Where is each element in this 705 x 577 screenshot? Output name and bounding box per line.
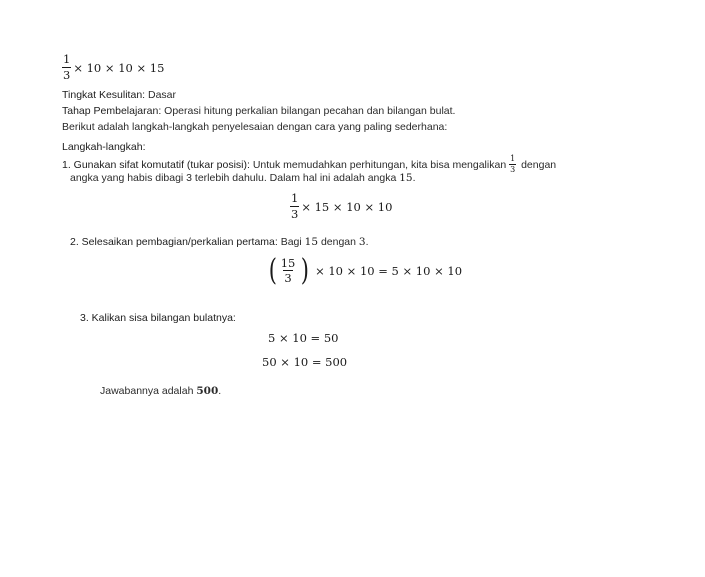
step1-expression-rest: × 15 × 10 × 10 bbox=[301, 199, 393, 214]
step2-number-a: 15 bbox=[304, 236, 319, 248]
step1-expression-fraction: $\frac{1}{3}$ bbox=[291, 191, 299, 221]
step1-inline-fraction: $\frac{1}{3}$ bbox=[510, 154, 516, 174]
answer-value: 500 bbox=[196, 385, 219, 397]
step3-line2: 50 × 10 = 500 bbox=[262, 355, 348, 369]
intro-text: Berikut adalah langkah-langkah penyelesaian dengan cara yang paling sederhana: bbox=[62, 121, 448, 133]
difficulty-value: Dasar bbox=[148, 89, 177, 101]
difficulty-line bbox=[62, 89, 176, 101]
answer-line bbox=[100, 385, 221, 397]
step3-title: 3. Kalikan sisa bilangan bulatnya: bbox=[80, 312, 236, 324]
step3-line1: 5 × 10 = 50 bbox=[268, 331, 339, 345]
step2-line bbox=[70, 236, 369, 248]
step2-expression-fraction: $\frac{15}{3}$ bbox=[280, 255, 296, 285]
step2-text-a: Bagi bbox=[277, 236, 305, 248]
step1-line2-text: angka yang habis dibagi 3 terlebih dahulu. Dalam hal ini adalah angka bbox=[70, 172, 400, 184]
answer-text: Jawabannya adalah bbox=[100, 385, 197, 397]
step2-close-paren: ) bbox=[301, 253, 310, 288]
step1-line2-number: 15 bbox=[399, 172, 413, 184]
steps-heading: Langkah-langkah: bbox=[62, 141, 146, 153]
step2-expression-rest: × 10 × 10 = 5 × 10 × 10 bbox=[315, 264, 463, 278]
header-expression bbox=[62, 54, 164, 81]
step1-text-b: dengan bbox=[518, 158, 557, 171]
stage-label: Tahap Pembelajaran: bbox=[62, 105, 162, 117]
step1-line2-end: . bbox=[412, 172, 416, 184]
stage-line bbox=[62, 105, 455, 117]
step1-title: 1. Gunakan sifat komutatif (tukar posisi): bbox=[62, 158, 250, 171]
step2-title: 2. Selesaikan pembagian/perkalian pertama: bbox=[70, 236, 278, 248]
answer-period: . bbox=[218, 385, 222, 397]
header-fraction: $\frac{1}{3}$ bbox=[63, 52, 71, 82]
step2-text-b: dengan bbox=[318, 236, 359, 248]
step2-open-paren: ( bbox=[268, 253, 277, 288]
step2-number-b: 3 bbox=[358, 236, 366, 248]
step2-text-c: . bbox=[365, 236, 369, 248]
difficulty-label: Tingkat Kesulitan: bbox=[62, 89, 146, 101]
step1-line2 bbox=[70, 172, 416, 184]
step1-expression bbox=[290, 193, 392, 220]
step1-text-a: Untuk memudahkan perhitungan, kita bisa mengalikan bbox=[249, 158, 510, 171]
header-expression-rest: × 10 × 10 × 15 bbox=[73, 60, 165, 75]
stage-value: Operasi hitung perkalian bilangan pecahan dan bilangan bulat. bbox=[164, 105, 456, 117]
step2-expression bbox=[266, 253, 463, 288]
